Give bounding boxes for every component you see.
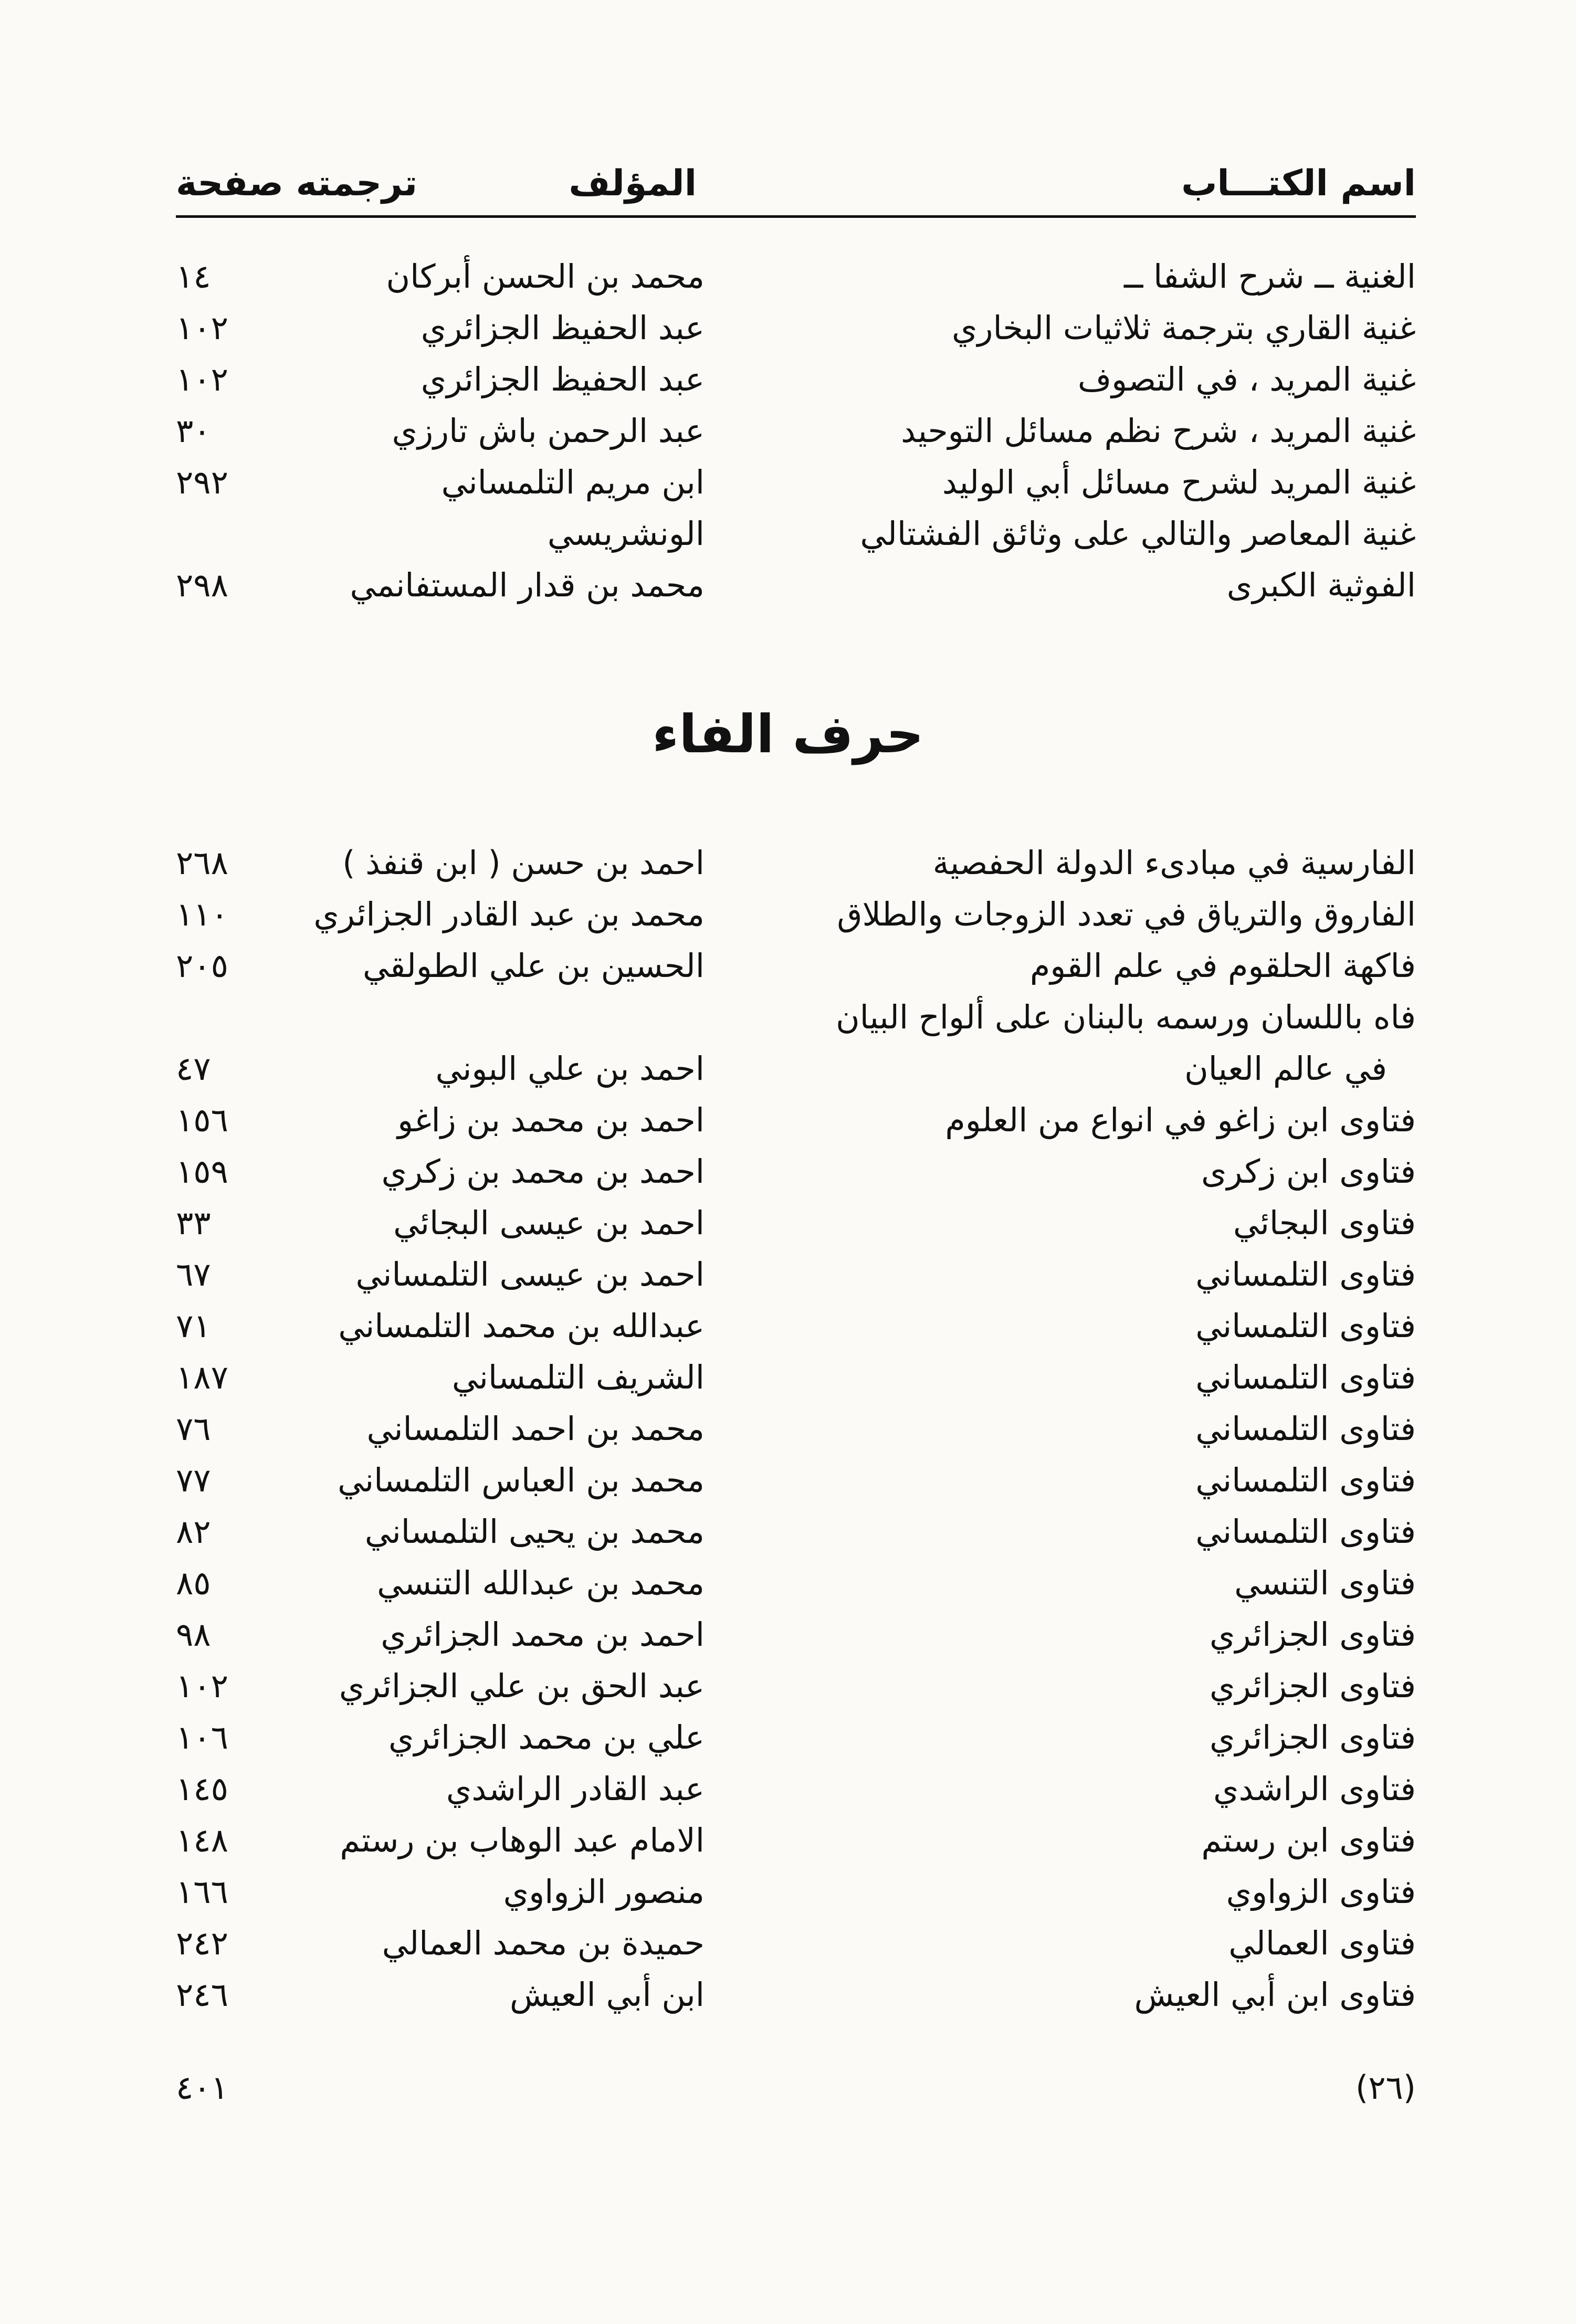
author-name: احمد بن عيسى البجائي bbox=[393, 1204, 705, 1242]
book-title: فاه باللسان ورسمه بالبنان على ألواح البيان bbox=[836, 998, 1416, 1036]
table-row bbox=[0, 1043, 1576, 1095]
page-number: ١٠٢ bbox=[176, 360, 228, 398]
table-row bbox=[0, 508, 1576, 560]
author-name: عبدالله بن محمد التلمساني bbox=[338, 1307, 705, 1345]
book-title: فتاوى ابن رستم bbox=[1201, 1821, 1416, 1859]
section-heading: حرف الفاء bbox=[652, 703, 924, 765]
author-name: عبد الحق بن علي الجزائري bbox=[339, 1667, 705, 1705]
header-book-name: اسم الكتـــاب bbox=[1181, 163, 1416, 204]
table-row bbox=[0, 1712, 1576, 1763]
table-row bbox=[0, 1352, 1576, 1403]
author-name: عبد الحفيظ الجزائري bbox=[421, 309, 705, 347]
table-row bbox=[0, 1609, 1576, 1660]
book-title: غنية المريد ، شرح نظم مسائل التوحيد bbox=[901, 412, 1416, 450]
author-name: محمد بن عبد القادر الجزائري bbox=[313, 895, 705, 933]
page-number: ٢٠٥ bbox=[176, 947, 228, 985]
page-number: ٢٤٦ bbox=[176, 1975, 228, 2014]
author-name: ابن أبي العيش bbox=[509, 1975, 705, 2014]
page-number: ٧٧ bbox=[176, 1461, 211, 1499]
book-title: غنية المريد ، في التصوف bbox=[1077, 360, 1416, 398]
page-number: ١٦٦ bbox=[176, 1873, 228, 1911]
page-number: ١٥٩ bbox=[176, 1152, 228, 1191]
book-title: فتاوى الزواوي bbox=[1226, 1873, 1416, 1911]
page-number: ١٥٦ bbox=[176, 1101, 228, 1139]
book-title: غنية المعاصر والتالي على وثائق الفشتالي bbox=[860, 514, 1416, 553]
table-row bbox=[0, 560, 1576, 611]
table-row bbox=[0, 1918, 1576, 1969]
author-name: محمد بن قدار المستفانمي bbox=[350, 566, 705, 604]
author-name: احمد بن عيسى التلمساني bbox=[355, 1255, 705, 1294]
author-name: عبد الحفيظ الجزائري bbox=[421, 360, 705, 398]
page-number: ٧٦ bbox=[176, 1410, 211, 1448]
author-name: احمد بن محمد بن زاغو bbox=[397, 1101, 705, 1139]
author-name: احمد بن محمد الجزائري bbox=[381, 1615, 705, 1654]
table-row bbox=[0, 405, 1576, 457]
page-number: ٣٠ bbox=[176, 412, 211, 450]
book-title: الفاروق والترياق في تعدد الزوجات والطلاق bbox=[837, 895, 1416, 933]
table-row bbox=[0, 1660, 1576, 1712]
page-number: ٨٢ bbox=[176, 1512, 211, 1551]
page-number: ١٠٢ bbox=[176, 309, 228, 347]
book-title: غنية القاري بترجمة ثلاثيات البخاري bbox=[951, 309, 1416, 347]
author-name: محمد بن عبدالله التنسي bbox=[377, 1564, 705, 1602]
author-name: محمد بن الحسن أبركان bbox=[386, 257, 705, 296]
book-title: فتاوى ابن أبي العيش bbox=[1134, 1975, 1416, 2014]
book-title: الفارسية في مبادىء الدولة الحفصية bbox=[932, 844, 1416, 882]
page-number: ٧١ bbox=[176, 1307, 211, 1345]
book-title: فتاوى التلمساني bbox=[1195, 1307, 1416, 1345]
table-row bbox=[0, 992, 1576, 1043]
page-number: ٣٣ bbox=[176, 1204, 211, 1242]
author-name: محمد بن العباس التلمساني bbox=[338, 1461, 705, 1499]
page-number: ١٤٨ bbox=[176, 1821, 228, 1859]
book-title: فتاوى الجزائري bbox=[1210, 1667, 1416, 1705]
header-author: المؤلف bbox=[569, 163, 697, 204]
author-name: عبد القادر الراشدي bbox=[446, 1770, 705, 1808]
table-row bbox=[0, 1095, 1576, 1146]
book-title: فتاوى التنسي bbox=[1234, 1564, 1416, 1602]
book-title: فتاوى العمالي bbox=[1228, 1924, 1416, 1962]
table-row bbox=[0, 1969, 1576, 2021]
page-number: ٦٧ bbox=[176, 1255, 211, 1294]
page-number: ٢٦٨ bbox=[176, 844, 228, 882]
author-name: محمد بن احمد التلمساني bbox=[366, 1410, 705, 1448]
table-row bbox=[0, 1815, 1576, 1866]
author-name: الحسين بن علي الطولقي bbox=[362, 947, 705, 985]
page-number: ٨٥ bbox=[176, 1564, 211, 1602]
book-title: فاكهة الحلقوم في علم القوم bbox=[1029, 947, 1416, 985]
book-title: فتاوى الجزائري bbox=[1210, 1615, 1416, 1654]
table-row bbox=[0, 354, 1576, 405]
author-name: علي بن محمد الجزائري bbox=[388, 1718, 705, 1757]
table-row bbox=[0, 1455, 1576, 1506]
book-title: الغنية ــ شرح الشفا ــ bbox=[1123, 257, 1416, 296]
table-header bbox=[176, 157, 1416, 218]
page-number: ٢٩٨ bbox=[176, 566, 228, 604]
author-name: احمد بن علي البوني bbox=[435, 1049, 705, 1088]
book-title: فتاوى التلمساني bbox=[1195, 1358, 1416, 1396]
book-title: غنية المريد لشرح مسائل أبي الوليد bbox=[942, 463, 1416, 501]
table-row bbox=[0, 1866, 1576, 1918]
table-row bbox=[0, 1403, 1576, 1455]
table-row bbox=[0, 1249, 1576, 1300]
footer-left-number: ٤٠١ bbox=[176, 2068, 228, 2107]
book-title: فتاوى الراشدي bbox=[1213, 1770, 1416, 1808]
author-name: الامام عبد الوهاب بن رستم bbox=[340, 1821, 705, 1859]
book-title: فتاوى التلمساني bbox=[1195, 1255, 1416, 1294]
table-row bbox=[0, 1763, 1576, 1815]
table-row bbox=[0, 940, 1576, 992]
page-number: ١٤٥ bbox=[176, 1770, 228, 1808]
author-name: عبد الرحمن باش تارزي bbox=[392, 412, 705, 450]
footer-page-number: (٢٦) bbox=[1355, 2068, 1416, 2107]
book-title: فتاوى التلمساني bbox=[1195, 1512, 1416, 1551]
author-name: منصور الزواوي bbox=[503, 1873, 705, 1911]
table-row bbox=[0, 1300, 1576, 1352]
table-row bbox=[0, 1197, 1576, 1249]
author-name: ابن مريم التلمساني bbox=[441, 463, 705, 501]
author-name: احمد بن حسن ( ابن قنفذ ) bbox=[342, 844, 705, 882]
book-title: الفوثية الكبرى bbox=[1226, 566, 1416, 604]
table-row bbox=[0, 1558, 1576, 1609]
page-number: ٢٤٢ bbox=[176, 1924, 228, 1962]
page-number: ١١٠ bbox=[176, 895, 228, 933]
author-name: احمد بن محمد بن زكري bbox=[381, 1152, 705, 1191]
header-page: ترجمته صفحة bbox=[176, 163, 417, 204]
table-row bbox=[0, 837, 1576, 889]
book-title: في عالم العيان bbox=[1184, 1049, 1387, 1088]
book-title: فتاوى التلمساني bbox=[1195, 1461, 1416, 1499]
book-title: فتاوى ابن زاغو في انواع من العلوم bbox=[945, 1101, 1416, 1139]
author-name: محمد بن يحيى التلمساني bbox=[364, 1512, 705, 1551]
page-number: ١٠٦ bbox=[176, 1718, 228, 1757]
page-number: ٤٧ bbox=[176, 1049, 211, 1088]
page-number: ١٠٢ bbox=[176, 1667, 228, 1705]
table-row bbox=[0, 457, 1576, 508]
table-row bbox=[0, 889, 1576, 940]
author-name: حميدة بن محمد العمالي bbox=[382, 1924, 705, 1962]
book-title: فتاوى التلمساني bbox=[1195, 1410, 1416, 1448]
book-title: فتاوى ابن زكرى bbox=[1201, 1152, 1416, 1191]
table-row bbox=[0, 1146, 1576, 1197]
table-row bbox=[0, 1506, 1576, 1558]
page-number: ٩٨ bbox=[176, 1615, 211, 1654]
table-row bbox=[0, 302, 1576, 354]
author-name: الونشريسي bbox=[547, 514, 705, 553]
book-title: فتاوى الجزائري bbox=[1210, 1718, 1416, 1757]
table-row bbox=[0, 251, 1576, 302]
page-number: ١٨٧ bbox=[176, 1358, 228, 1396]
page-number: ٢٩٢ bbox=[176, 463, 228, 501]
author-name: الشريف التلمساني bbox=[451, 1358, 705, 1396]
book-title: فتاوى البجائي bbox=[1233, 1204, 1416, 1242]
page-number: ١٤ bbox=[176, 257, 211, 296]
